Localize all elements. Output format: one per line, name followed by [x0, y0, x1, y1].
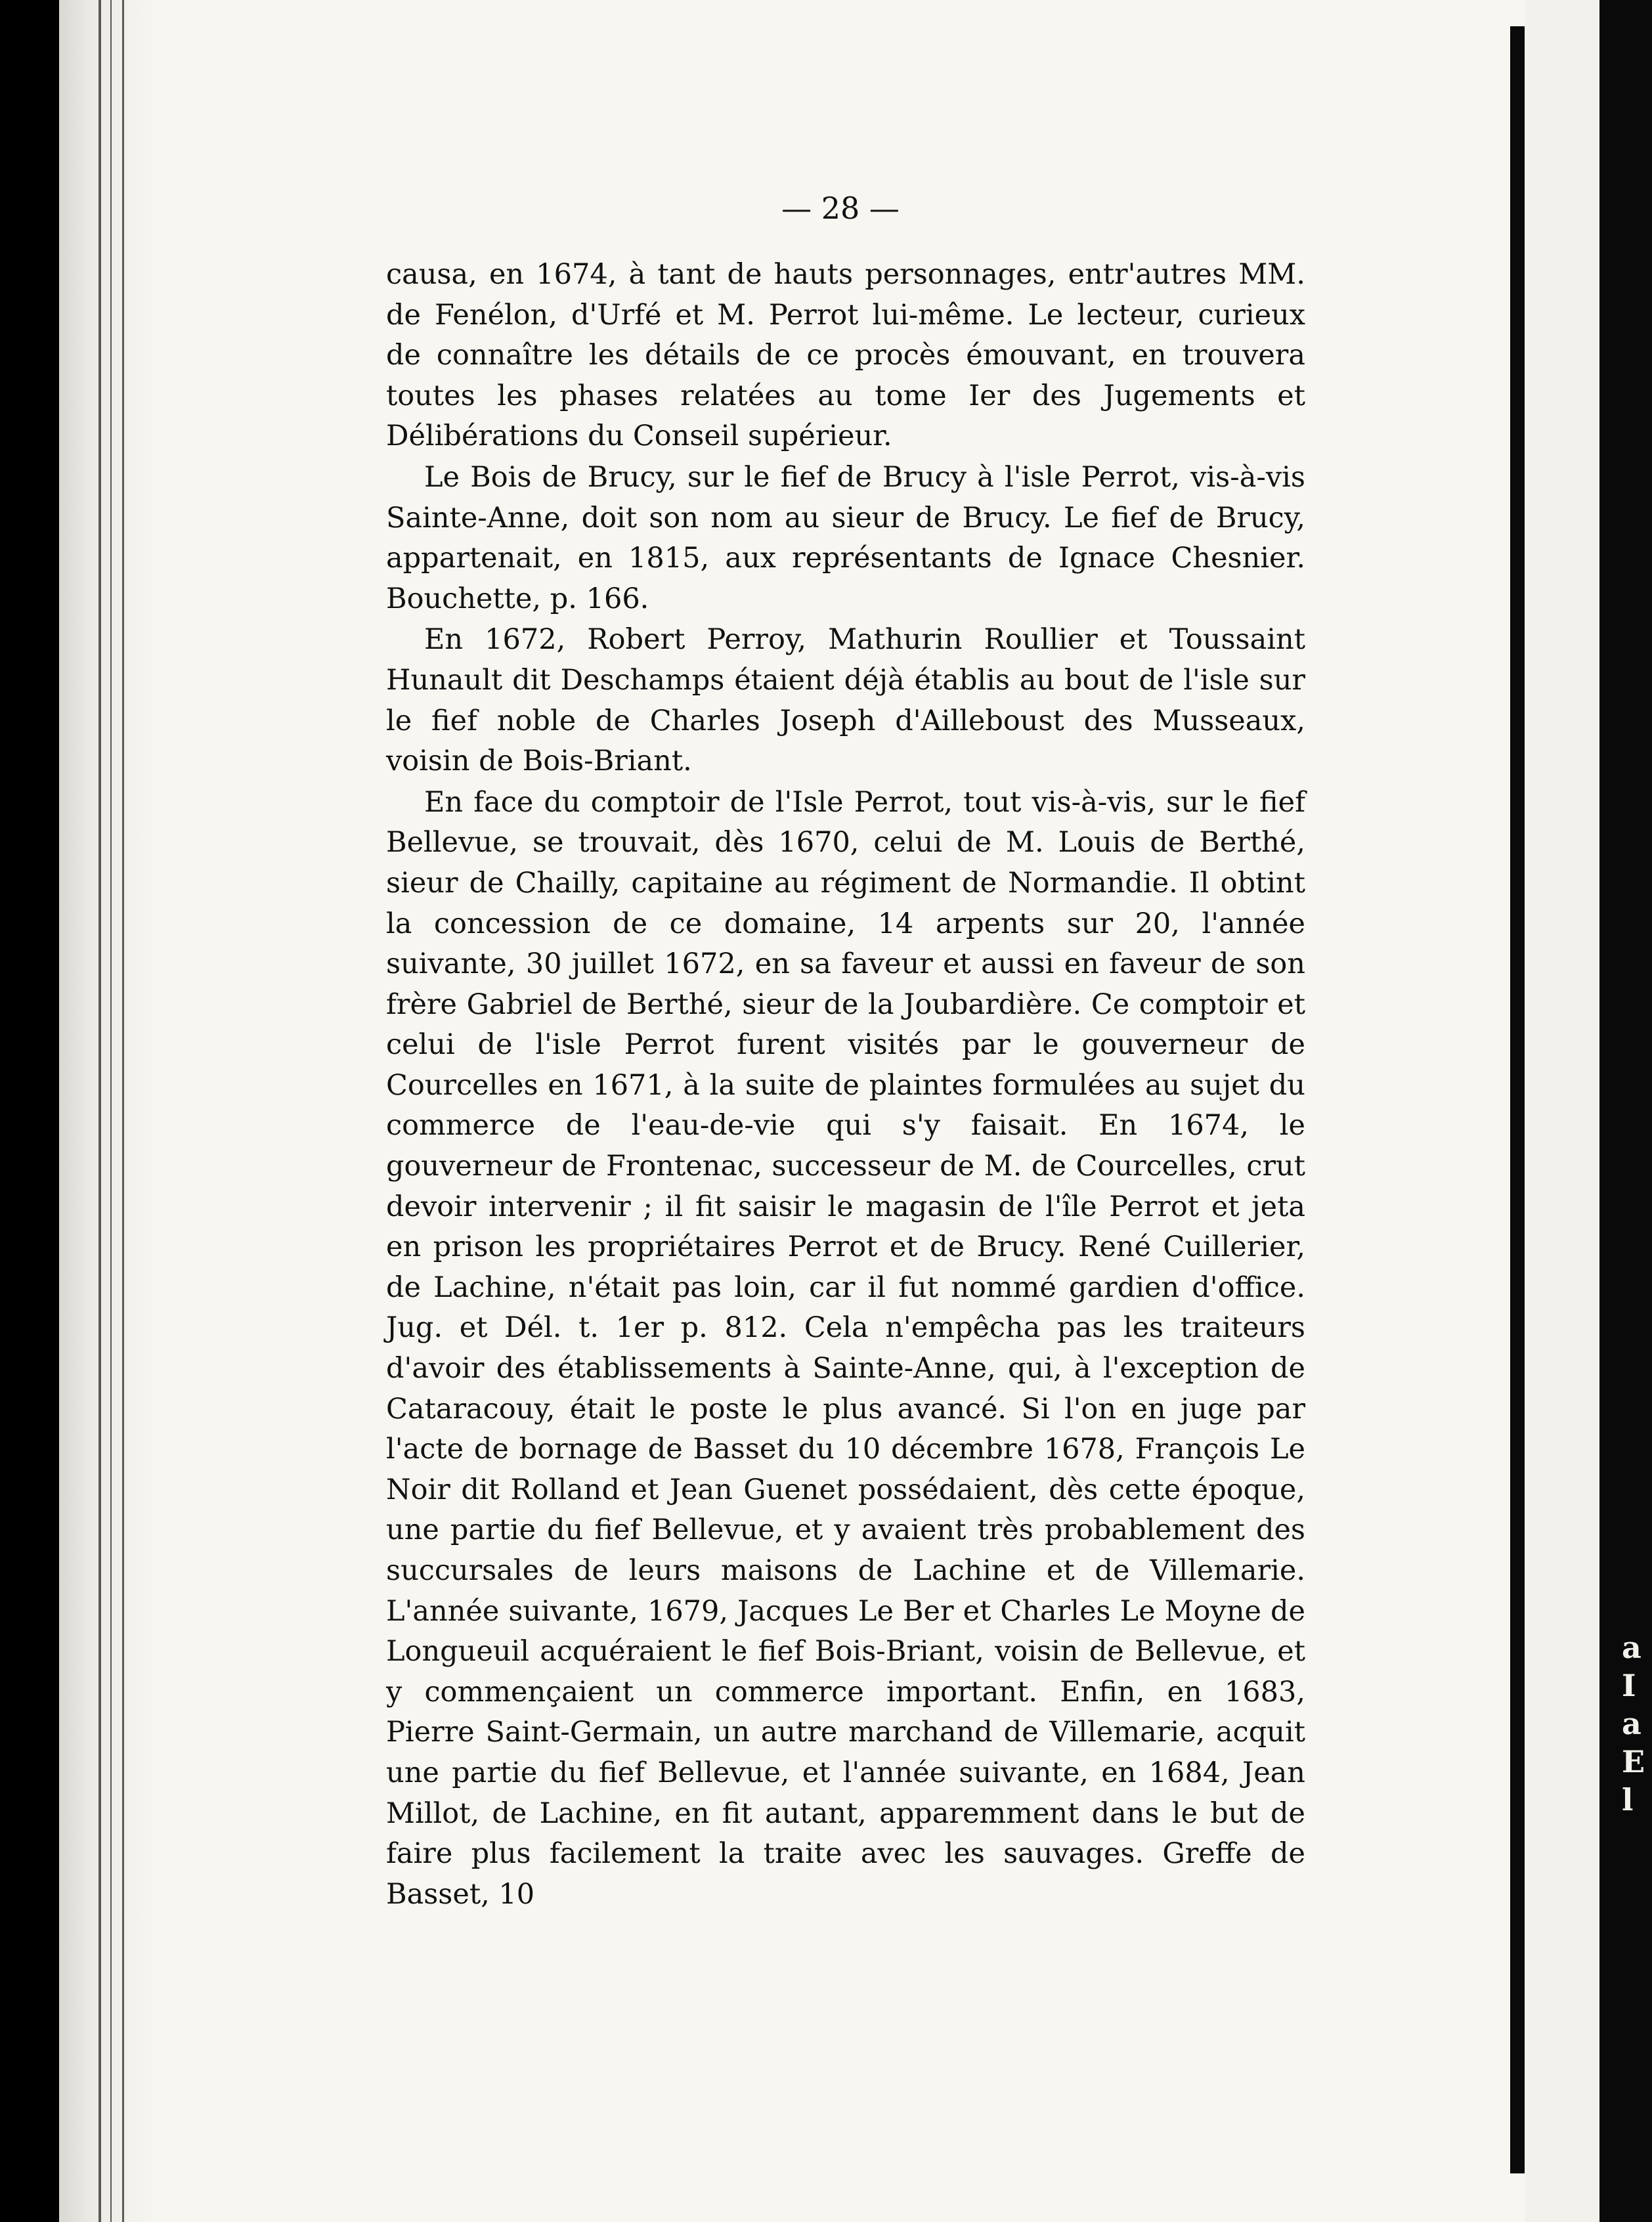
gutter-shadow — [59, 0, 158, 2222]
gutter-line — [122, 0, 124, 2222]
edge-fragment: a — [1622, 1706, 1641, 1741]
edge-fragment: I — [1622, 1668, 1636, 1703]
scan-border — [1599, 0, 1652, 2222]
edge-fragment: E — [1622, 1744, 1645, 1779]
paragraph: causa, en 1674, à tant de hauts personnages, entr'autres MM. de Fenélon, d'Urfé et M. Perrot lui-même. Le lecteur, curieux de connaître les détails de ce procès émouvant, en trouvera toutes les phases relatées au tome Ier des Jugements et Délibérations du Conseil supérieur. — [386, 258, 1305, 453]
page-body — [386, 255, 1305, 1915]
gutter-line — [98, 0, 101, 2222]
page-number: — 28 — — [781, 190, 900, 226]
edge-fragments — [1622, 1628, 1648, 1819]
paragraph: En 1672, Robert Perroy, Mathurin Roullier et Toussaint Hunault dit Deschamps étaient déjà établis au bout de l'isle sur le fief noble de Charles Joseph d'Ailleboust des Musseaux, voisin de Bois-Briant. — [386, 623, 1305, 778]
gutter-line — [110, 0, 112, 2222]
edge-fragment: l — [1622, 1782, 1634, 1818]
paragraph: En face du comptoir de l'Isle Perrot, tout vis-à-vis, sur le fief Bellevue, se trouvait, dès 1670, celui de M. Louis de Berthé, sieur de Chailly, capitaine au régiment de Normandie. Il obtint la concession de ce domaine, 14 arpents sur 20, l'année suivante, 30 juillet 1672, en sa faveur et aussi en faveur de son frère Gabriel de Berthé, sieur de la Joubardière. Ce comptoir et celui de l'isle Perrot furent visités par le gouverneur de Courcelles en 1671, à la suite de plaintes formulées au sujet du commerce de l'eau-de-vie qui s'y faisait. En 1674, le gouverneur de Frontenac, successeur de M. de Courcelles, crut devoir intervenir ; il fit saisir le magasin de l'île Perrot et jeta en prison les propriétaires Perrot et de Brucy. René Cuillerier, de Lachine, n'était pas loin, car il fut nommé gardien d'office. Jug. et Dél. t. 1er p. 812. Cela n'empêcha pas les traiteurs d'avoir des établissements à Sainte-Anne, qui, à l'exception de Cataracouy, était le poste le plus avancé. Si l'on en juge par l'acte de bornage de Basset du 10 décembre 1678, François Le Noir dit Rolland et Jean Guenet possédaient, dès cette époque, une partie du fief Bellevue, et y avaient très probablement des succursales de leurs maisons de Lachine et de Villemarie. L'année suivante, 1679, Jacques Le Ber et Charles Le Moyne de Longueuil acquéraient le fief Bois-Briant, voisin de Bellevue, et y commençaient un commerce important. Enfin, en 1683, Pierre Saint-Germain, un autre marchand de Villemarie, acquit une partie du fief Bellevue, et l'année suivante, en 1684, Jean Millot, de Lachine, en fit autant, apparemment dans le but de faire plus facilement la traite avec les sauvages. Greffe de Basset, 10 — [386, 785, 1305, 1911]
paragraph: Le Bois de Brucy, sur le fief de Brucy à l'isle Perrot, vis-à-vis Sainte-Anne, doit son nom au sieur de Brucy. Le fief de Brucy, appartenait, en 1815, aux représentants de Ignace Chesnier. Bouchette, p. 166. — [386, 460, 1305, 615]
binding-shadow — [1510, 26, 1525, 2173]
edge-fragment: a — [1622, 1630, 1641, 1665]
